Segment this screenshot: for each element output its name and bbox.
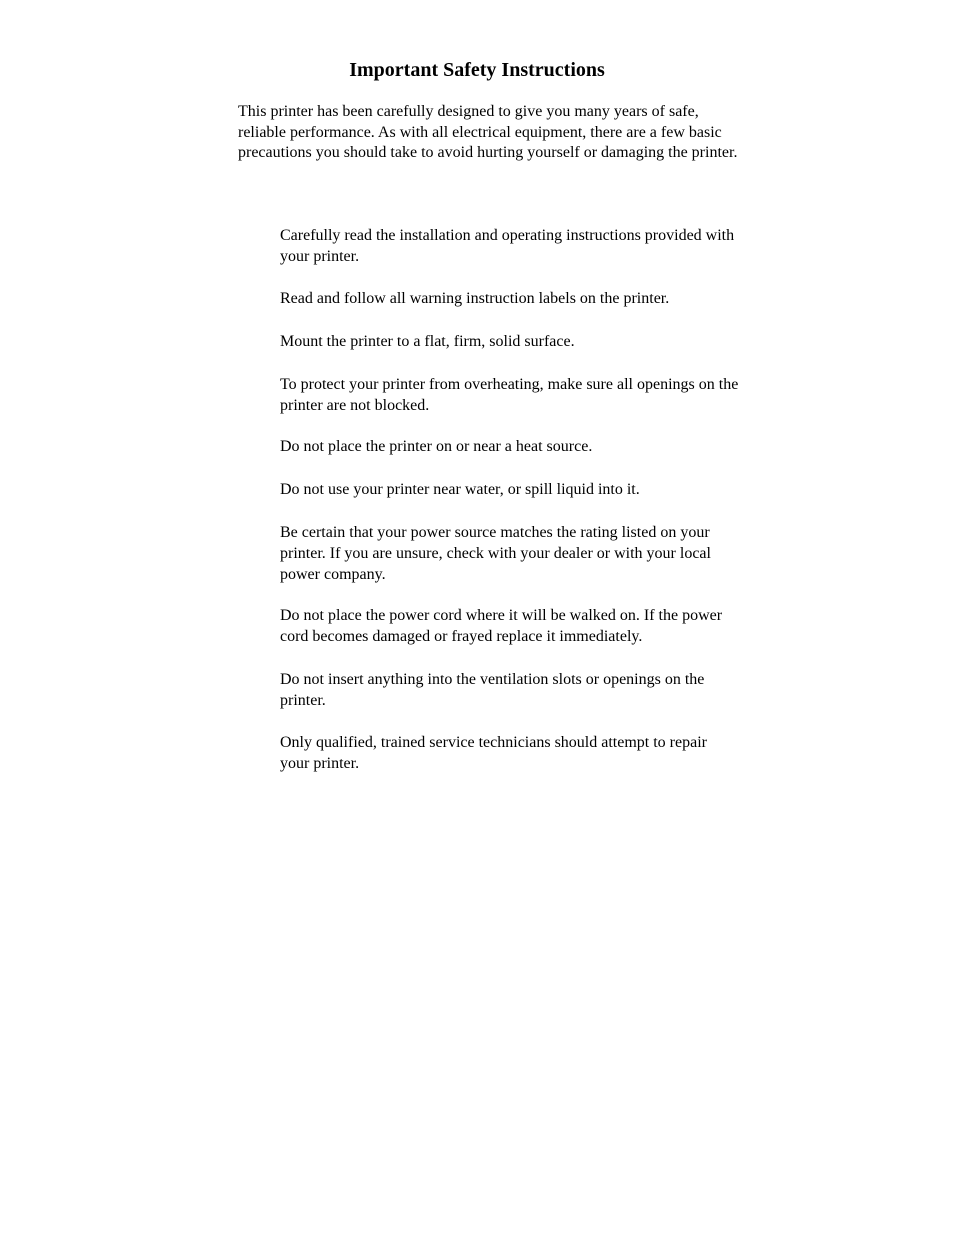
instruction-item: Do not place the power cord where it will be walked on. If the power cord becomes damaged or frayed replace it immediately. bbox=[280, 607, 723, 645]
intro-paragraph: This printer has been carefully designed to give you many years of safe, reliable performance. As with all electrical equipment, there are a few basic precautions you should take to avoid hurting yourself or damaging the printer. bbox=[238, 103, 738, 161]
instruction-item: Do not insert anything into the ventilation slots or openings on the printer. bbox=[280, 671, 705, 709]
instruction-item: Do not place the printer on or near a heat source. bbox=[280, 438, 593, 455]
instruction-item: To protect your printer from overheating, make sure all openings on the printer are not blocked. bbox=[280, 376, 739, 414]
instruction-item: Do not use your printer near water, or spill liquid into it. bbox=[280, 481, 640, 498]
instruction-item: Carefully read the installation and operating instructions provided with your printer. bbox=[280, 227, 735, 265]
instruction-item: Mount the printer to a flat, firm, solid surface. bbox=[280, 333, 575, 350]
instruction-item: Be certain that your power source matches the rating listed on your printer. If you are unsure, check with your dealer or with your local power company. bbox=[280, 524, 711, 583]
instruction-item: Read and follow all warning instruction labels on the printer. bbox=[280, 290, 670, 307]
page-title: Important Safety Instructions bbox=[349, 59, 605, 81]
instruction-item: Only qualified, trained service technicians should attempt to repair your printer. bbox=[280, 734, 707, 772]
